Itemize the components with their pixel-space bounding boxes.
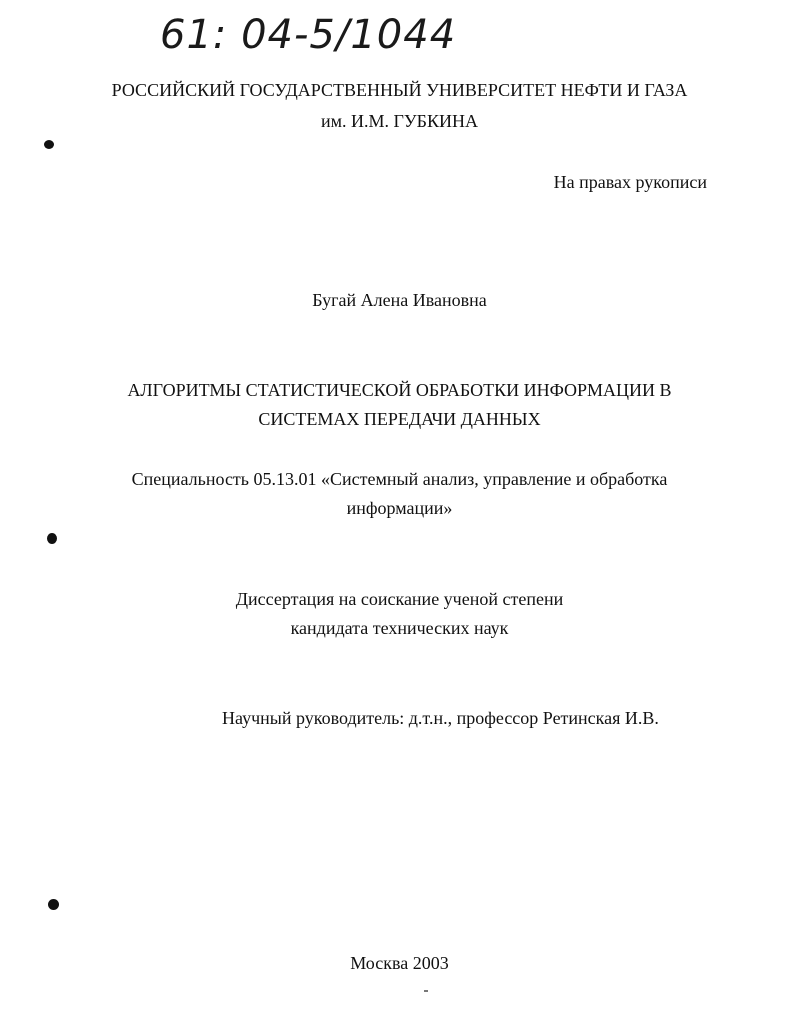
dissertation-title-line1: АЛГОРИТМЫ СТАТИСТИЧЕСКОЙ ОБРАБОТКИ ИНФОРМАЦИИ В [127, 380, 672, 400]
degree-line1: Диссертация на соискание ученой степени [235, 589, 564, 609]
rights-note: На правах рукописи [553, 172, 707, 192]
binding-hole-mark [48, 899, 59, 910]
supervisor: Научный руководитель: д.т.н., профессор Ретинская И.В. [222, 708, 659, 728]
binding-hole-mark [47, 533, 57, 544]
specialty-line1: Специальность 05.13.01 «Системный анализ, управление и обработка [131, 469, 668, 489]
archive-number-handwritten: 61: 04-5/1044 [160, 12, 457, 58]
institution-subtitle: им. И.М. ГУБКИНА [320, 111, 479, 131]
author-name: Бугай Алена Ивановна [312, 290, 487, 310]
institution-name: РОССИЙСКИЙ ГОСУДАРСТВЕННЫЙ УНИВЕРСИТЕТ НЕФТИ И ГАЗА [111, 80, 688, 100]
binding-hole-mark [44, 140, 54, 149]
place-year: Москва 2003 [350, 953, 449, 973]
dissertation-title-line2: СИСТЕМАХ ПЕРЕДАЧИ ДАННЫХ [258, 409, 541, 429]
scan-speck [424, 990, 428, 992]
degree-line2: кандидата технических наук [290, 618, 509, 638]
specialty-line2: информации» [346, 498, 453, 518]
